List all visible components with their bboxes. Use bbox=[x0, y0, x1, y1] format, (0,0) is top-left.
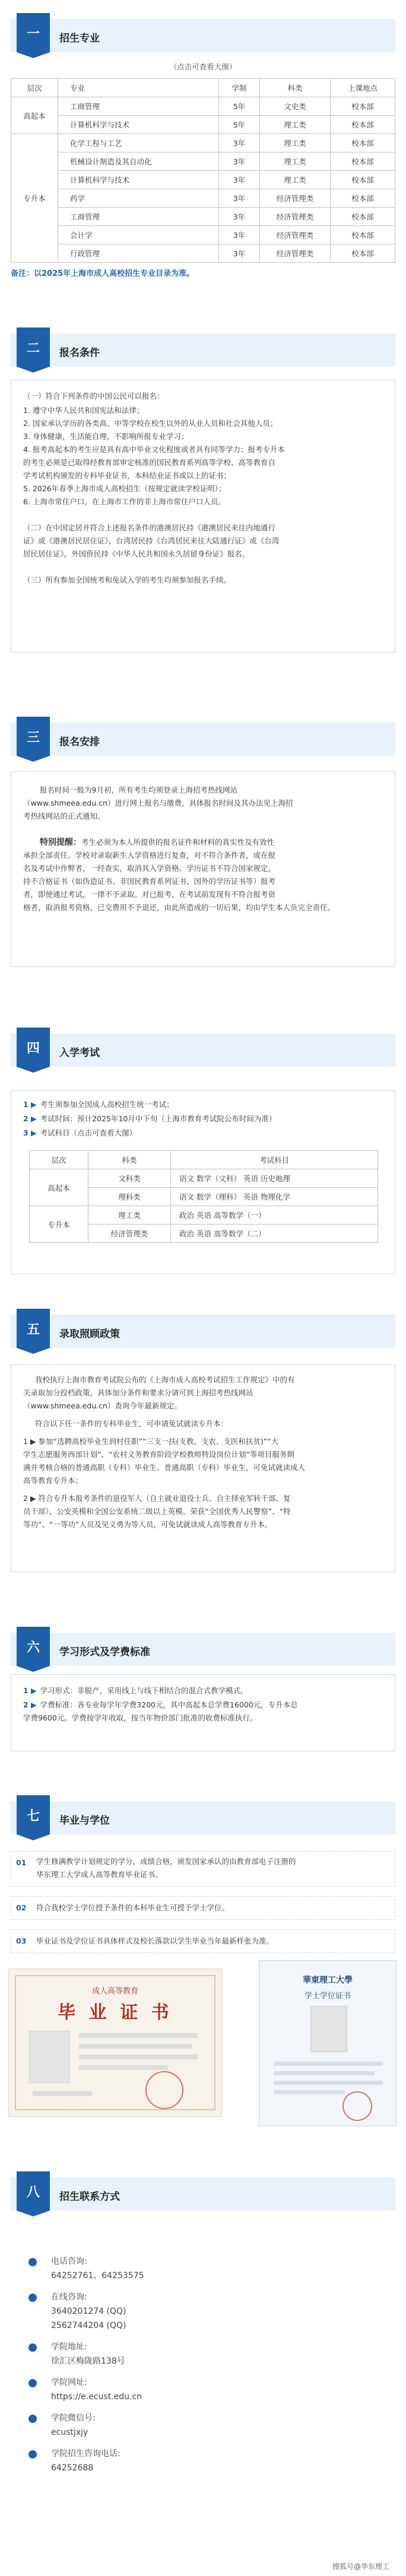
table-row bbox=[11, 244, 395, 263]
major-cell: 机械设计制造及其自动化 bbox=[58, 152, 219, 171]
section-3-header bbox=[11, 723, 395, 756]
table-row bbox=[30, 1169, 378, 1188]
condition-item: 6. 上海市常住户口，在上海市工作的非上海市常住户口人员。 bbox=[23, 497, 226, 506]
location-cell: 校本部 bbox=[331, 189, 395, 208]
certificate-line bbox=[79, 2044, 192, 2049]
section-2-number: 二 bbox=[17, 327, 50, 367]
section-2-header bbox=[11, 333, 395, 367]
seal-icon bbox=[145, 2071, 183, 2109]
major-cell: 工商管理 bbox=[58, 97, 219, 116]
major-note: 备注：以2025年上海市成人高校招生专业目录为准。 bbox=[11, 269, 195, 278]
category-cell: 理工类 bbox=[88, 1206, 171, 1225]
exam-box bbox=[11, 1090, 395, 1274]
wechat-icon bbox=[28, 2415, 37, 2423]
category-cell: 经济管理类 bbox=[260, 189, 331, 208]
table-header: 科类 bbox=[260, 79, 331, 97]
duration-cell: 5年 bbox=[219, 116, 260, 134]
reminder-text: 持不合格证书（如伪造证书、非国民教育系列证书、国外的学历证书等）报考 bbox=[23, 877, 276, 886]
category-cell: 经济管理类 bbox=[260, 244, 331, 263]
table-header: 上课地点 bbox=[331, 79, 395, 97]
tuition-item bbox=[23, 1684, 248, 1697]
degree-text: 华东理工大学成人高等教育毕业证书。 bbox=[36, 1870, 163, 1879]
exam-item bbox=[23, 1098, 174, 1111]
reminder-text: 考生必须为本人所提供的报名证件和材料的真实性及有效性 bbox=[81, 838, 275, 847]
section-7-number: 七 bbox=[17, 1795, 50, 1834]
category-cell: 经济管理类 bbox=[260, 208, 331, 226]
section-1-header bbox=[11, 19, 395, 52]
duration-cell: 3年 bbox=[219, 171, 260, 189]
chat-icon bbox=[28, 2294, 37, 2302]
phone-icon bbox=[28, 2258, 37, 2266]
number-badge: 03 bbox=[16, 1936, 27, 1945]
section-3-number: 三 bbox=[17, 717, 50, 756]
subjects-cell: 语文 数学（文科） 英语 历史地理 bbox=[171, 1169, 378, 1188]
degree-item-3 bbox=[11, 1929, 395, 1953]
section-7-header bbox=[11, 1801, 395, 1834]
policy-item-1: 1 ▶ 参加“选聘高校毕业生到村任职”“三支一扶(支教、支农、支医和扶贫)”“大 bbox=[23, 1437, 279, 1446]
table-header-row bbox=[11, 79, 395, 97]
tuition-item-cont: 学费9600元。学费按学年收取，按当年物价部门批准的收费标准执行。 bbox=[23, 1713, 258, 1722]
duration-cell: 5年 bbox=[219, 97, 260, 116]
watermark-text: 搜狐号@华东理工 bbox=[332, 2562, 389, 2571]
duration-cell: 3年 bbox=[219, 244, 260, 263]
major-cell: 工商管理 bbox=[58, 208, 219, 226]
level-cell: 高起本 bbox=[11, 97, 58, 134]
number-badge: 1 ▶ bbox=[23, 1100, 37, 1109]
degree-text: 学生修满教学计划规定的学分，成绩合格，颁发国家承认的由教育部电子注册的 bbox=[36, 1857, 296, 1866]
exam-table[interactable] bbox=[29, 1150, 378, 1243]
phone-icon bbox=[28, 2450, 37, 2459]
number-badge: 2 ▶ bbox=[23, 1114, 37, 1123]
category-cell: 理工类 bbox=[260, 152, 331, 171]
condition-item: 4. 报考高起本的考生应是具有高中毕业文化程度或者具有同等学力；报考专升本 bbox=[23, 445, 285, 454]
certificate-line bbox=[79, 2055, 198, 2059]
conditions-paragraph-2: 居民居住证》，外国侨民持《中华人民共和国永久居留身份证》报名。 bbox=[23, 549, 250, 558]
certificate-line bbox=[274, 2090, 345, 2094]
condition-item: 学考试机构颁发的专科毕业证书，本科结业证书或以上的证书； bbox=[23, 471, 231, 480]
condition-item: 的考生必须是已取得经教育部审定核准的国民教育系列高等学校、高等教育自 bbox=[23, 458, 276, 467]
conditions-paragraph-2: 证》或《港澳居民居住证》，台湾居民持《台湾居民来往大陆通行证》或《台湾 bbox=[23, 536, 280, 545]
table-hint[interactable]: （点击可查看大图） bbox=[169, 62, 237, 71]
school-name: 華東理工大學 bbox=[303, 1976, 353, 1985]
subjects-cell: 政治 英语 高等数学（一） bbox=[171, 1206, 378, 1225]
table-header: 考试科目 bbox=[171, 1151, 378, 1169]
degree-certificate-title: 学士学位证书 bbox=[304, 1992, 351, 2001]
section-3-title: 报名安排 bbox=[59, 736, 100, 748]
table-row bbox=[11, 189, 395, 208]
section-8-title: 招生联系方式 bbox=[59, 2191, 120, 2203]
table-row bbox=[30, 1206, 378, 1225]
certificate-title: 毕 业 证 书 bbox=[58, 2002, 173, 2023]
subjects-cell: 政治 英语 高等数学（二） bbox=[171, 1225, 378, 1243]
policy-text: 符合以下任一条件的专科毕业生，可申请免试就读专升本： bbox=[35, 1419, 229, 1428]
registration-text: 考热线网站的正式通知。 bbox=[23, 812, 105, 820]
policy-item-2: 2 ▶ 符合专升本报考条件的退役军人（自主就业退役士兵、自主择业军转干部、复 bbox=[23, 1494, 291, 1503]
exam-item-text: 考生须参加全国成人高校招生统一考试； bbox=[40, 1100, 174, 1109]
certificate-line bbox=[274, 2081, 383, 2085]
graduation-certificate[interactable] bbox=[8, 1968, 222, 2117]
degree-text: 毕业证书及学位证书具体样式及校长落款以学生毕业当年最新样张为准。 bbox=[36, 1936, 274, 1945]
condition-item: 5. 2026年春季上海市成人高校招生（按规定就读学校证明）； bbox=[23, 484, 226, 493]
table-header: 层次 bbox=[11, 79, 58, 97]
table-row bbox=[11, 134, 395, 152]
seal-icon bbox=[342, 2091, 372, 2121]
section-1-number: 一 bbox=[17, 13, 50, 52]
certificate-line bbox=[33, 2091, 92, 2096]
degree-item-2 bbox=[11, 1896, 395, 1920]
section-7-title: 毕业与学位 bbox=[59, 1815, 110, 1827]
table-header: 科类 bbox=[88, 1151, 171, 1169]
registration-text[interactable]: （www.shmeea.edu.cn）进行网上报名与缴费，具体报名时间及其办法见上海招 bbox=[23, 799, 293, 807]
category-cell: 理工类 bbox=[260, 116, 331, 134]
section-2-title: 报名条件 bbox=[59, 347, 100, 359]
number-badge: 2 ▶ bbox=[23, 1700, 37, 1709]
location-cell: 校本部 bbox=[331, 244, 395, 263]
contact-value[interactable]: 3640201274 (QQ) bbox=[51, 2307, 126, 2316]
table-header: 学制 bbox=[219, 79, 260, 97]
reminder-text: 格者，取消报考资格，已交费用不予退还，由此所造成的一切后果，均由学生本人负完全责任。 bbox=[23, 903, 335, 912]
certificate-line bbox=[274, 2062, 383, 2066]
exam-item bbox=[23, 1112, 276, 1125]
degree-item-1 bbox=[11, 1851, 395, 1887]
duration-cell: 3年 bbox=[219, 134, 260, 152]
section-8-number: 八 bbox=[17, 2171, 50, 2211]
category-cell: 理工类 bbox=[260, 171, 331, 189]
certificate-line bbox=[274, 2071, 375, 2075]
number-badge: 01 bbox=[16, 1858, 27, 1867]
degree-text: 符合我校学士学位授予条件的本科毕业生可授予学士学位。 bbox=[36, 1903, 230, 1912]
major-cell: 药学 bbox=[58, 189, 219, 208]
category-cell: 经济管理类 bbox=[260, 226, 331, 244]
reminder-label: 特别提醒： bbox=[40, 838, 81, 847]
globe-icon bbox=[28, 2379, 37, 2387]
policy-item-1: 满并考核合格的普通高职（专科）毕业生、普通高职（专科）毕业生，可免试就读成人 bbox=[23, 1463, 306, 1472]
contact-label: 学院地址: bbox=[51, 2342, 87, 2352]
policy-item-1: 学生志愿服务西部计划”、“农村义务教育阶段学校教师特设岗位计划”等项目服务期 bbox=[23, 1450, 294, 1459]
location-cell: 校本部 bbox=[331, 171, 395, 189]
section-1-title: 招生专业 bbox=[59, 33, 100, 44]
number-badge: 3 ▶ bbox=[23, 1128, 37, 1137]
major-cell: 计算机科学与技术 bbox=[58, 116, 219, 134]
section-5-title: 录取照顾政策 bbox=[59, 1328, 120, 1340]
reminder-line bbox=[40, 836, 274, 849]
section-6-title: 学习形式及学费标准 bbox=[59, 1646, 150, 1658]
certificate-line bbox=[79, 2065, 168, 2070]
duration-cell: 3年 bbox=[219, 226, 260, 244]
conditions-paragraph-2: （二）在中国定居并符合上述报名条件的港澳居民持《港澳居民来往内地通行 bbox=[23, 523, 276, 532]
policy-item-2: 等功”、“一等功”人员及见义勇为等人员，可免试就读成人高等教育专升本。 bbox=[23, 1520, 272, 1529]
policy-item-2: 员干部）、公安英模和全国公安系统二级以上英模、荣获“全国优秀人民警察”、“特 bbox=[23, 1507, 291, 1516]
conditions-intro: （一）符合下列条件的中国公民可以报名： bbox=[23, 392, 164, 400]
condition-item: 2. 国家承认学历的各类高、中等学校在校生以外的从业人员和社会其他人员； bbox=[23, 419, 278, 428]
section-6-header bbox=[11, 1633, 395, 1666]
contact-value: 徐汇区梅陇路138号 bbox=[51, 2356, 125, 2366]
section-4-title: 入学考试 bbox=[59, 1047, 100, 1059]
category-cell: 理工类 bbox=[260, 134, 331, 152]
degree-certificate[interactable] bbox=[259, 1960, 397, 2126]
section-5-number: 五 bbox=[17, 1309, 50, 1348]
certificate-line bbox=[79, 2033, 198, 2038]
table-header-row bbox=[30, 1151, 378, 1169]
subjects-cell: 语文 数学（理科） 英语 物理化学 bbox=[171, 1188, 378, 1206]
registration-text: 报名时间一般为9月初，所有考生均须登录上海招考热线网站 bbox=[40, 785, 237, 794]
contact-label: 学院网址: bbox=[51, 2378, 87, 2387]
tuition-item bbox=[23, 1699, 298, 1712]
condition-item: 3. 身体健康，生活能自理，不影响所报专业学习； bbox=[23, 432, 189, 441]
location-cell: 校本部 bbox=[331, 97, 395, 116]
table-header: 层次 bbox=[30, 1151, 88, 1169]
duration-cell: 3年 bbox=[219, 152, 260, 171]
location-cell: 校本部 bbox=[331, 152, 395, 171]
contact-value[interactable]: ecustjxjy bbox=[51, 2428, 88, 2437]
tuition-item-text: 学习形式：非脱产，采用线上与线下相结合的混合式教学模式。 bbox=[40, 1686, 248, 1695]
table-row bbox=[11, 116, 395, 134]
contact-label: 学院微信号: bbox=[51, 2413, 96, 2423]
section-5-header bbox=[11, 1315, 395, 1348]
contact-label: 在线咨询: bbox=[51, 2292, 87, 2302]
major-cell: 计算机科学与技术 bbox=[58, 171, 219, 189]
contact-value[interactable]: 64252761、64253575 bbox=[51, 2271, 144, 2281]
major-cell: 行政管理 bbox=[58, 244, 219, 263]
level-cell: 专升本 bbox=[11, 134, 58, 263]
level-cell: 高起本 bbox=[30, 1169, 88, 1206]
photo-placeholder bbox=[29, 2031, 69, 2083]
certificate-subtitle: 成人高等教育 bbox=[91, 1987, 138, 1996]
number-badge: 02 bbox=[16, 1903, 27, 1912]
policy-text: 关录取加分投档政策，具体加分条件和要求分请可到上海招考热线网站 bbox=[23, 1388, 253, 1397]
location-cell: 校本部 bbox=[331, 226, 395, 244]
table-row bbox=[11, 226, 395, 244]
duration-cell: 3年 bbox=[219, 208, 260, 226]
category-cell: 理科类 bbox=[88, 1188, 171, 1206]
photo-placeholder bbox=[310, 2006, 347, 2052]
category-cell: 文史类 bbox=[260, 97, 331, 116]
contact-label: 学院招生咨询电话: bbox=[51, 2449, 120, 2459]
contact-value[interactable]: https://e.ecust.edu.cn bbox=[51, 2392, 142, 2402]
policy-item-1: 高等教育专升本； bbox=[23, 1476, 83, 1485]
policy-text: 我校执行上海市教育考试院公布的《上海市成人高校考试招生工作规定》中的有 bbox=[35, 1375, 295, 1384]
table-row bbox=[11, 152, 395, 171]
contact-value[interactable]: 2562744204 (QQ) bbox=[51, 2321, 126, 2330]
number-badge: 1 ▶ bbox=[23, 1686, 37, 1695]
reminder-text: 名及考试中作弊者，一经查实，取消其入学资格。学历证书不符合国家规定， bbox=[23, 864, 276, 873]
category-cell: 文科类 bbox=[88, 1169, 171, 1188]
policy-text[interactable]: （www.shmeea.edu.cn）查询今年最新规定。 bbox=[23, 1401, 182, 1410]
category-cell: 经济管理类 bbox=[88, 1225, 171, 1243]
major-table[interactable] bbox=[11, 78, 395, 263]
section-8-header bbox=[11, 2177, 395, 2211]
table-row bbox=[11, 208, 395, 226]
exam-item[interactable] bbox=[23, 1127, 137, 1140]
reminder-text: 者，即使通过考试，一律不予录取。对已报考，在考试前发现有不符合报考资 bbox=[23, 890, 276, 899]
major-cell: 会计学 bbox=[58, 226, 219, 244]
conditions-box bbox=[11, 380, 395, 653]
table-header: 专业 bbox=[58, 79, 219, 97]
reminder-text: 承担全部责任。学校对录取新生入学资格进行复查，对不符合条件者，或在报 bbox=[23, 851, 276, 860]
section-4-header bbox=[11, 1033, 395, 1067]
location-cell: 校本部 bbox=[331, 134, 395, 152]
location-cell: 校本部 bbox=[331, 116, 395, 134]
location-cell: 校本部 bbox=[331, 208, 395, 226]
section-4-number: 四 bbox=[17, 1028, 50, 1067]
exam-item-text: 考试科目（点击可查看大图） bbox=[40, 1128, 137, 1137]
exam-item-text: 考试时间：预计2025年10月中下旬（上海市教育考试院公布时间为准） bbox=[40, 1114, 277, 1123]
table-row bbox=[11, 171, 395, 189]
section-6-number: 六 bbox=[17, 1627, 50, 1666]
major-cell: 化学工程与工艺 bbox=[58, 134, 219, 152]
contact-value[interactable]: 64252688 bbox=[51, 2463, 94, 2473]
registration-box bbox=[11, 771, 395, 967]
conditions-paragraph-3: （三）所有参加全国统考和免试入学的考生均须参加报名手续。 bbox=[23, 575, 231, 584]
contact-label: 电话咨询: bbox=[51, 2257, 87, 2266]
condition-item: 1. 遵守中华人民共和国宪法和法律； bbox=[23, 406, 144, 415]
level-cell: 专升本 bbox=[30, 1206, 88, 1243]
location-icon bbox=[28, 2343, 37, 2352]
tuition-box bbox=[11, 1674, 395, 1751]
tuition-item-text: 学费标准：各专业每学年学费3200元，其中高起本总学费16000元，专升本总 bbox=[40, 1700, 298, 1709]
duration-cell: 3年 bbox=[219, 189, 260, 208]
policy-box bbox=[11, 1365, 395, 1572]
table-row bbox=[11, 97, 395, 116]
